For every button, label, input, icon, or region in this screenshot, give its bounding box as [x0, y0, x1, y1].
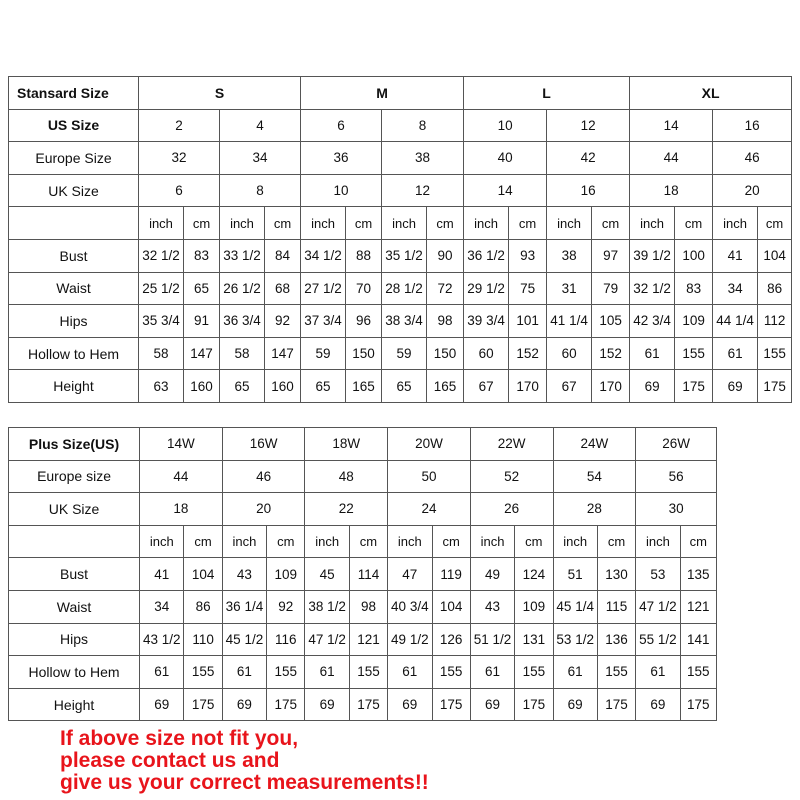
- cm-value-cell: 152: [592, 337, 630, 370]
- uk-size-cell: 16: [547, 174, 630, 207]
- plus-size-cell: 16W: [222, 428, 305, 461]
- us-size-cell: 14: [630, 109, 713, 142]
- inch-value-cell: 61: [636, 656, 680, 689]
- cm-value-cell: 124: [515, 558, 553, 591]
- us-size-cell: 4: [220, 109, 301, 142]
- inch-value-cell: 40 3/4: [388, 590, 432, 623]
- inch-value-cell: 65: [301, 370, 346, 403]
- cm-value-cell: 70: [346, 272, 382, 305]
- size-group-l: L: [464, 77, 630, 110]
- cm-value-cell: 86: [184, 590, 222, 623]
- unit-cm: cm: [427, 207, 464, 240]
- unit-inch: inch: [713, 207, 758, 240]
- inch-value-cell: 34 1/2: [301, 239, 346, 272]
- cm-value-cell: 104: [758, 239, 792, 272]
- cm-value-cell: 160: [265, 370, 301, 403]
- size-group-s: S: [139, 77, 301, 110]
- plus-size-cell: 26W: [636, 428, 717, 461]
- cm-value-cell: 126: [432, 623, 470, 656]
- cm-value-cell: 109: [515, 590, 553, 623]
- inch-value-cell: 61: [222, 656, 266, 689]
- unit-inch: inch: [547, 207, 592, 240]
- plus-uk-row: [9, 493, 717, 526]
- cm-value-cell: 96: [346, 305, 382, 338]
- unit-cm: cm: [184, 525, 222, 558]
- us-size-row: [9, 109, 792, 142]
- unit-cm: cm: [680, 525, 716, 558]
- inch-value-cell: 47: [388, 558, 432, 591]
- unit-cm: cm: [592, 207, 630, 240]
- cm-value-cell: 175: [267, 688, 305, 721]
- cm-value-cell: 155: [349, 656, 387, 689]
- inch-value-cell: 42 3/4: [630, 305, 675, 338]
- unit-cm: cm: [432, 525, 470, 558]
- cm-value-cell: 155: [515, 656, 553, 689]
- uk-size-cell: 20: [713, 174, 792, 207]
- inch-value-cell: 69: [470, 688, 514, 721]
- plus-uk-label: UK Size: [9, 493, 140, 526]
- inch-value-cell: 45 1/4: [553, 590, 597, 623]
- inch-value-cell: 43 1/2: [140, 623, 184, 656]
- notice-line-3: give us your correct measurements!!: [60, 771, 429, 794]
- inch-value-cell: 28 1/2: [382, 272, 427, 305]
- plus-europe-cell: 46: [222, 460, 305, 493]
- cm-value-cell: 121: [680, 590, 716, 623]
- cm-value-cell: 92: [267, 590, 305, 623]
- europe-size-cell: 40: [464, 142, 547, 175]
- inch-value-cell: 32 1/2: [630, 272, 675, 305]
- inch-value-cell: 36 3/4: [220, 305, 265, 338]
- plus-measurements: [9, 558, 717, 721]
- inch-value-cell: 69: [222, 688, 266, 721]
- cm-value-cell: 91: [184, 305, 220, 338]
- inch-value-cell: 47 1/2: [305, 623, 349, 656]
- plus-size-cell: 14W: [140, 428, 223, 461]
- plus-waist-label: Waist: [9, 590, 140, 623]
- inch-value-cell: 38 3/4: [382, 305, 427, 338]
- size-notice: [60, 728, 429, 794]
- europe-size-cell: 38: [382, 142, 464, 175]
- unit-cm: cm: [758, 207, 792, 240]
- cm-value-cell: 155: [675, 337, 713, 370]
- plus-hips-row: [9, 623, 717, 656]
- cm-value-cell: 104: [184, 558, 222, 591]
- cm-value-cell: 88: [346, 239, 382, 272]
- cm-value-cell: 105: [592, 305, 630, 338]
- europe-size-row: [9, 142, 792, 175]
- standard-hips-row: [9, 305, 792, 338]
- inch-value-cell: 31: [547, 272, 592, 305]
- inch-value-cell: 35 3/4: [139, 305, 184, 338]
- cm-value-cell: 98: [349, 590, 387, 623]
- inch-value-cell: 69: [388, 688, 432, 721]
- plus-europe-label: Europe size: [9, 460, 140, 493]
- cm-value-cell: 109: [675, 305, 713, 338]
- inch-value-cell: 59: [301, 337, 346, 370]
- cm-value-cell: 147: [184, 337, 220, 370]
- unit-cm: cm: [675, 207, 713, 240]
- cm-value-cell: 175: [597, 688, 635, 721]
- plus-unit-row: [9, 525, 717, 558]
- inch-value-cell: 47 1/2: [636, 590, 680, 623]
- uk-size-cell: 8: [220, 174, 301, 207]
- plus-uk-cell: 18: [140, 493, 223, 526]
- plus-europe-cell: 52: [470, 460, 553, 493]
- europe-size-cell: 36: [301, 142, 382, 175]
- standard-waist-row: [9, 272, 792, 305]
- cm-value-cell: 160: [184, 370, 220, 403]
- unit-inch: inch: [140, 525, 184, 558]
- standard-hips-label: Hips: [9, 305, 139, 338]
- inch-value-cell: 43: [222, 558, 266, 591]
- inch-value-cell: 25 1/2: [139, 272, 184, 305]
- inch-value-cell: 59: [382, 337, 427, 370]
- inch-value-cell: 69: [713, 370, 758, 403]
- europe-size-cell: 34: [220, 142, 301, 175]
- cm-value-cell: 165: [427, 370, 464, 403]
- inch-value-cell: 43: [470, 590, 514, 623]
- unit-cm: cm: [515, 525, 553, 558]
- inch-value-cell: 39 1/2: [630, 239, 675, 272]
- cm-value-cell: 155: [432, 656, 470, 689]
- cm-value-cell: 147: [265, 337, 301, 370]
- cm-value-cell: 100: [675, 239, 713, 272]
- unit-inch: inch: [553, 525, 597, 558]
- unit-inch: inch: [301, 207, 346, 240]
- cm-value-cell: 165: [346, 370, 382, 403]
- cm-value-cell: 175: [758, 370, 792, 403]
- cm-value-cell: 104: [432, 590, 470, 623]
- cm-value-cell: 92: [265, 305, 301, 338]
- inch-value-cell: 41 1/4: [547, 305, 592, 338]
- cm-value-cell: 155: [680, 656, 716, 689]
- cm-value-cell: 175: [515, 688, 553, 721]
- standard-hollow-to-hem-row: [9, 337, 792, 370]
- cm-value-cell: 93: [509, 239, 547, 272]
- inch-value-cell: 61: [140, 656, 184, 689]
- cm-value-cell: 155: [758, 337, 792, 370]
- inch-value-cell: 61: [713, 337, 758, 370]
- us-size-cell: 16: [713, 109, 792, 142]
- europe-size-cell: 32: [139, 142, 220, 175]
- plus-bust-label: Bust: [9, 558, 140, 591]
- inch-value-cell: 58: [220, 337, 265, 370]
- standard-measurements: [9, 239, 792, 402]
- cm-value-cell: 175: [432, 688, 470, 721]
- plus-hollow-to-hem-label: Hollow to Hem: [9, 656, 140, 689]
- inch-value-cell: 34: [713, 272, 758, 305]
- standard-bust-row: [9, 239, 792, 272]
- cm-value-cell: 150: [346, 337, 382, 370]
- us-size-cell: 2: [139, 109, 220, 142]
- cm-value-cell: 155: [184, 656, 222, 689]
- plus-uk-cell: 30: [636, 493, 717, 526]
- inch-value-cell: 51: [553, 558, 597, 591]
- unit-inch: inch: [382, 207, 427, 240]
- standard-waist-label: Waist: [9, 272, 139, 305]
- unit-inch: inch: [220, 207, 265, 240]
- europe-size-label: Europe Size: [9, 142, 139, 175]
- cm-value-cell: 112: [758, 305, 792, 338]
- cm-value-cell: 83: [675, 272, 713, 305]
- standard-size-header: Stansard Size: [9, 77, 139, 110]
- cm-value-cell: 72: [427, 272, 464, 305]
- us-size-cell: 6: [301, 109, 382, 142]
- unit-inch: inch: [630, 207, 675, 240]
- cm-value-cell: 68: [265, 272, 301, 305]
- plus-europe-row: [9, 460, 717, 493]
- europe-size-cell: 42: [547, 142, 630, 175]
- notice-line-2: please contact us and: [60, 749, 280, 772]
- cm-value-cell: 155: [267, 656, 305, 689]
- unit-inch: inch: [388, 525, 432, 558]
- plus-europe-cell: 48: [305, 460, 388, 493]
- cm-value-cell: 121: [349, 623, 387, 656]
- inch-value-cell: 69: [630, 370, 675, 403]
- cm-value-cell: 175: [349, 688, 387, 721]
- unit-cm: cm: [597, 525, 635, 558]
- unit-row: [9, 207, 792, 240]
- plus-uk-cell: 26: [470, 493, 553, 526]
- cm-value-cell: 75: [509, 272, 547, 305]
- plus-europe-cell: 56: [636, 460, 717, 493]
- europe-size-cell: 46: [713, 142, 792, 175]
- inch-value-cell: 65: [220, 370, 265, 403]
- size-group-row: [9, 77, 792, 110]
- inch-value-cell: 60: [464, 337, 509, 370]
- unit-cm: cm: [509, 207, 547, 240]
- inch-value-cell: 27 1/2: [301, 272, 346, 305]
- inch-value-cell: 67: [464, 370, 509, 403]
- plus-height-row: [9, 688, 717, 721]
- uk-size-cell: 12: [382, 174, 464, 207]
- unit-row-blank: [9, 207, 139, 240]
- standard-bust-label: Bust: [9, 239, 139, 272]
- cm-value-cell: 136: [597, 623, 635, 656]
- unit-row-blank: [9, 525, 140, 558]
- unit-inch: inch: [636, 525, 680, 558]
- cm-value-cell: 110: [184, 623, 222, 656]
- cm-value-cell: 86: [758, 272, 792, 305]
- size-group-m: M: [301, 77, 464, 110]
- inch-value-cell: 61: [388, 656, 432, 689]
- unit-inch: inch: [464, 207, 509, 240]
- inch-value-cell: 41: [713, 239, 758, 272]
- uk-size-label: UK Size: [9, 174, 139, 207]
- inch-value-cell: 65: [382, 370, 427, 403]
- plus-size-table: [8, 427, 717, 721]
- plus-size-header: Plus Size(US): [9, 428, 140, 461]
- inch-value-cell: 45 1/2: [222, 623, 266, 656]
- us-size-cell: 8: [382, 109, 464, 142]
- cm-value-cell: 98: [427, 305, 464, 338]
- inch-value-cell: 35 1/2: [382, 239, 427, 272]
- inch-value-cell: 38: [547, 239, 592, 272]
- unit-inch: inch: [470, 525, 514, 558]
- cm-value-cell: 116: [267, 623, 305, 656]
- cm-value-cell: 170: [592, 370, 630, 403]
- plus-uk-cell: 20: [222, 493, 305, 526]
- inch-value-cell: 32 1/2: [139, 239, 184, 272]
- cm-value-cell: 141: [680, 623, 716, 656]
- plus-uk-cell: 24: [388, 493, 471, 526]
- plus-europe-cell: 44: [140, 460, 223, 493]
- cm-value-cell: 150: [427, 337, 464, 370]
- unit-inch: inch: [305, 525, 349, 558]
- cm-value-cell: 175: [675, 370, 713, 403]
- inch-value-cell: 67: [547, 370, 592, 403]
- plus-height-label: Height: [9, 688, 140, 721]
- cm-value-cell: 79: [592, 272, 630, 305]
- cm-value-cell: 83: [184, 239, 220, 272]
- plus-size-cell: 22W: [470, 428, 553, 461]
- standard-hollow-to-hem-label: Hollow to Hem: [9, 337, 139, 370]
- plus-waist-row: [9, 590, 717, 623]
- uk-size-cell: 18: [630, 174, 713, 207]
- inch-value-cell: 49 1/2: [388, 623, 432, 656]
- plus-europe-cell: 54: [553, 460, 636, 493]
- inch-value-cell: 37 3/4: [301, 305, 346, 338]
- inch-value-cell: 69: [140, 688, 184, 721]
- inch-value-cell: 69: [305, 688, 349, 721]
- plus-bust-row: [9, 558, 717, 591]
- cm-value-cell: 130: [597, 558, 635, 591]
- europe-size-cell: 44: [630, 142, 713, 175]
- inch-value-cell: 34: [140, 590, 184, 623]
- standard-size-table: [8, 76, 792, 403]
- inch-value-cell: 49: [470, 558, 514, 591]
- inch-value-cell: 33 1/2: [220, 239, 265, 272]
- uk-size-row: [9, 174, 792, 207]
- inch-value-cell: 44 1/4: [713, 305, 758, 338]
- inch-value-cell: 60: [547, 337, 592, 370]
- cm-value-cell: 135: [680, 558, 716, 591]
- cm-value-cell: 152: [509, 337, 547, 370]
- inch-value-cell: 61: [630, 337, 675, 370]
- inch-value-cell: 45: [305, 558, 349, 591]
- cm-value-cell: 65: [184, 272, 220, 305]
- cm-value-cell: 84: [265, 239, 301, 272]
- unit-cm: cm: [346, 207, 382, 240]
- inch-value-cell: 36 1/2: [464, 239, 509, 272]
- cm-value-cell: 119: [432, 558, 470, 591]
- us-size-cell: 12: [547, 109, 630, 142]
- unit-cm: cm: [184, 207, 220, 240]
- cm-value-cell: 131: [515, 623, 553, 656]
- inch-value-cell: 38 1/2: [305, 590, 349, 623]
- standard-height-row: [9, 370, 792, 403]
- plus-uk-cell: 22: [305, 493, 388, 526]
- cm-value-cell: 114: [349, 558, 387, 591]
- inch-value-cell: 53 1/2: [553, 623, 597, 656]
- cm-value-cell: 155: [597, 656, 635, 689]
- inch-value-cell: 53: [636, 558, 680, 591]
- notice-line-1: If above size not fit you,: [60, 727, 299, 750]
- inch-value-cell: 69: [553, 688, 597, 721]
- uk-size-cell: 10: [301, 174, 382, 207]
- inch-value-cell: 58: [139, 337, 184, 370]
- unit-cm: cm: [265, 207, 301, 240]
- inch-value-cell: 63: [139, 370, 184, 403]
- standard-height-label: Height: [9, 370, 139, 403]
- plus-size-cell: 24W: [553, 428, 636, 461]
- cm-value-cell: 175: [184, 688, 222, 721]
- plus-hollow-to-hem-row: [9, 656, 717, 689]
- plus-hips-label: Hips: [9, 623, 140, 656]
- inch-value-cell: 41: [140, 558, 184, 591]
- inch-value-cell: 61: [553, 656, 597, 689]
- cm-value-cell: 109: [267, 558, 305, 591]
- plus-europe-cell: 50: [388, 460, 471, 493]
- cm-value-cell: 101: [509, 305, 547, 338]
- unit-cm: cm: [267, 525, 305, 558]
- inch-value-cell: 39 3/4: [464, 305, 509, 338]
- inch-value-cell: 69: [636, 688, 680, 721]
- inch-value-cell: 51 1/2: [470, 623, 514, 656]
- inch-value-cell: 55 1/2: [636, 623, 680, 656]
- cm-value-cell: 90: [427, 239, 464, 272]
- inch-value-cell: 61: [305, 656, 349, 689]
- cm-value-cell: 97: [592, 239, 630, 272]
- us-size-cell: 10: [464, 109, 547, 142]
- cm-value-cell: 115: [597, 590, 635, 623]
- unit-cm: cm: [349, 525, 387, 558]
- cm-value-cell: 170: [509, 370, 547, 403]
- unit-inch: inch: [222, 525, 266, 558]
- plus-size-cell: 20W: [388, 428, 471, 461]
- plus-size-cell: 18W: [305, 428, 388, 461]
- us-size-label: US Size: [9, 109, 139, 142]
- inch-value-cell: 26 1/2: [220, 272, 265, 305]
- uk-size-cell: 14: [464, 174, 547, 207]
- inch-value-cell: 36 1/4: [222, 590, 266, 623]
- plus-uk-cell: 28: [553, 493, 636, 526]
- uk-size-cell: 6: [139, 174, 220, 207]
- size-group-xl: XL: [630, 77, 792, 110]
- unit-inch: inch: [139, 207, 184, 240]
- inch-value-cell: 61: [470, 656, 514, 689]
- plus-size-row: [9, 428, 717, 461]
- inch-value-cell: 29 1/2: [464, 272, 509, 305]
- cm-value-cell: 175: [680, 688, 716, 721]
